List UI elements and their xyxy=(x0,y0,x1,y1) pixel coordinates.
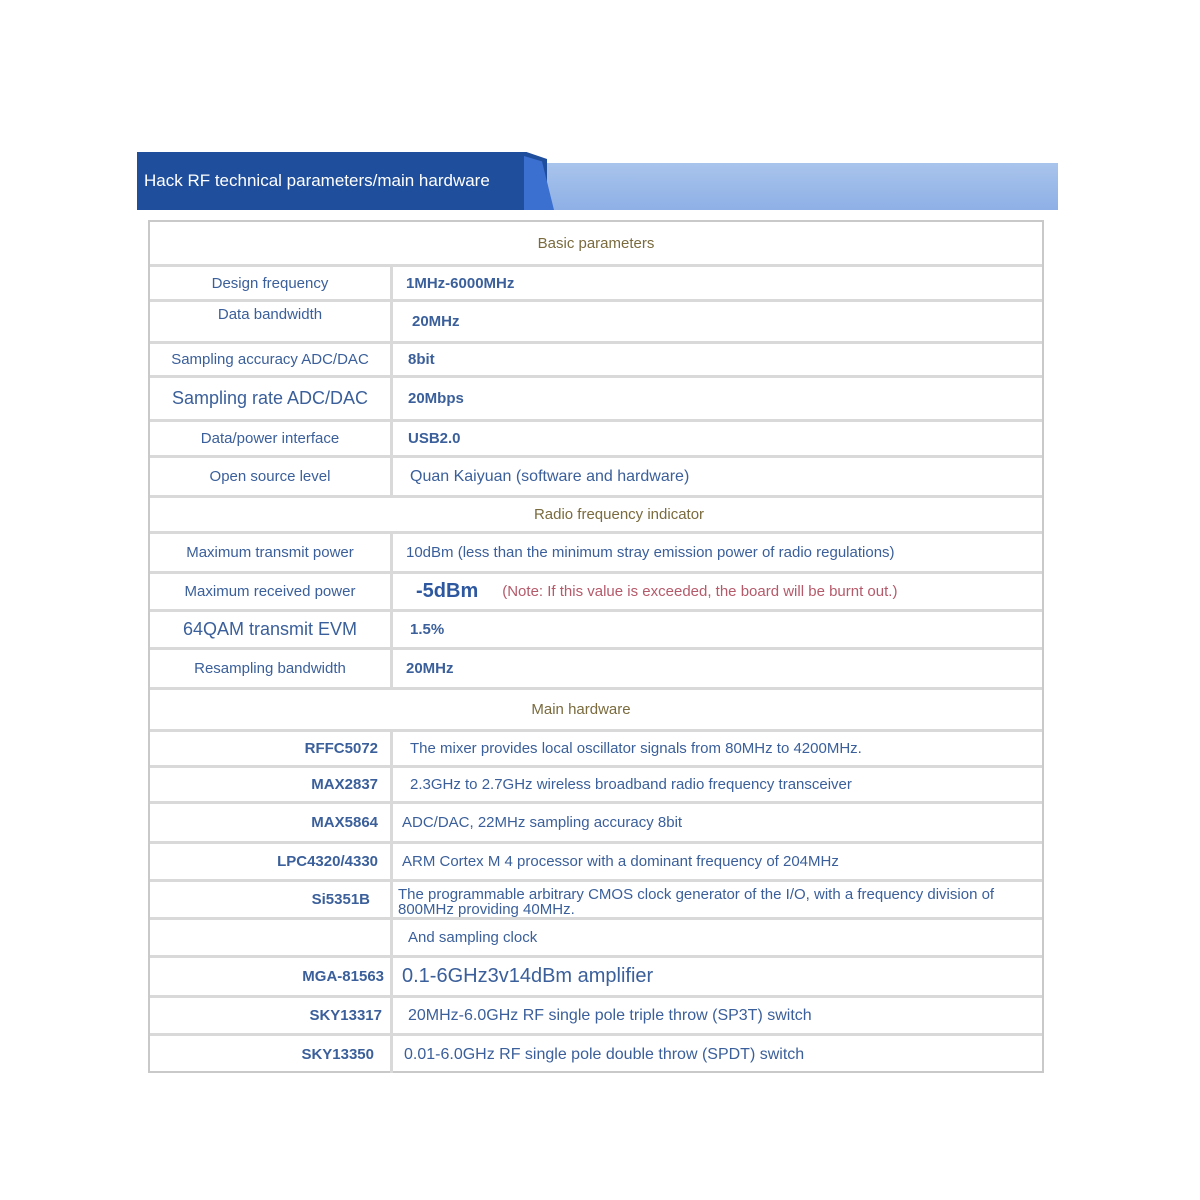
table-row xyxy=(150,1036,1042,1073)
part-number: MAX5864 xyxy=(150,804,393,841)
page-title: Hack RF technical parameters/main hardware xyxy=(144,171,490,190)
part-number: LPC4320/4330 xyxy=(150,844,393,879)
row-value: 8bit xyxy=(408,351,435,368)
table-row xyxy=(150,920,1042,958)
row-label: 64QAM transmit EVM xyxy=(150,612,393,647)
table-row xyxy=(150,998,1042,1036)
part-description: The mixer provides local oscillator signals from 80MHz to 4200MHz. xyxy=(410,740,862,757)
row-value: 20MHz xyxy=(412,313,460,330)
table-row xyxy=(150,534,1042,574)
row-value: 1MHz-6000MHz xyxy=(406,274,515,292)
row-label: Data bandwidth xyxy=(150,302,393,341)
row-label: Sampling accuracy ADC/DAC xyxy=(150,344,393,375)
table-row xyxy=(150,768,1042,804)
row-label: Data/power interface xyxy=(150,422,393,455)
part-description: 0.01-6.0GHz RF single pole double throw (SPDT) switch xyxy=(404,1045,805,1063)
row-value: 10dBm (less than the minimum stray emission power of radio regulations) xyxy=(406,544,895,561)
table-row xyxy=(150,422,1042,458)
table-row xyxy=(150,844,1042,882)
row-value-group xyxy=(396,574,1042,609)
row-value: Quan Kaiyuan (software and hardware) xyxy=(410,467,690,485)
table-row xyxy=(150,958,1042,998)
section-rf-indicator: Radio frequency indicator xyxy=(150,498,1042,534)
header-banner xyxy=(137,152,1058,210)
table-row xyxy=(150,732,1042,768)
row-label: Maximum transmit power xyxy=(150,534,393,571)
row-label: Resampling bandwidth xyxy=(150,650,393,687)
part-description: And sampling clock xyxy=(408,929,538,946)
warning-note: (Note: If this value is exceeded, the board will be burnt out.) xyxy=(502,583,898,600)
row-label: Maximum received power xyxy=(150,574,393,609)
row-value: USB2.0 xyxy=(408,430,461,447)
part-number: MGA-81563 xyxy=(150,958,393,995)
part-description: 2.3GHz to 2.7GHz wireless broadband radio frequency transceiver xyxy=(410,776,852,793)
section-main-hardware: Main hardware xyxy=(150,690,1042,732)
table-row xyxy=(150,612,1042,650)
part-description: The programmable arbitrary CMOS clock generator of the I/O, with a frequency division of 800MHz providing 40MHz. xyxy=(398,886,995,918)
table-row xyxy=(150,882,1042,920)
part-number: RFFC5072 xyxy=(150,732,393,765)
table-row xyxy=(150,804,1042,844)
part-number: SKY13317 xyxy=(150,998,393,1033)
table-row xyxy=(150,378,1042,422)
table-row xyxy=(150,267,1042,302)
part-description: 20MHz-6.0GHz RF single pole triple throw (SP3T) switch xyxy=(408,1006,812,1024)
part-description: 0.1-6GHz3v14dBm amplifier xyxy=(402,965,654,987)
part-number xyxy=(150,920,393,955)
row-value: 20Mbps xyxy=(408,390,464,407)
table-row xyxy=(150,458,1042,498)
row-value: 20MHz xyxy=(406,660,454,677)
row-value: 1.5% xyxy=(410,621,445,638)
table-row xyxy=(150,574,1042,612)
table-row xyxy=(150,344,1042,378)
row-value: -5dBm xyxy=(416,580,479,602)
row-label: Open source level xyxy=(150,458,393,495)
part-description: ADC/DAC, 22MHz sampling accuracy 8bit xyxy=(402,814,683,831)
part-description: ARM Cortex M 4 processor with a dominant frequency of 204MHz xyxy=(402,853,839,870)
row-label: Sampling rate ADC/DAC xyxy=(150,378,393,419)
section-basic-parameters: Basic parameters xyxy=(150,222,1042,267)
part-number: Si5351B xyxy=(150,882,393,917)
table-row xyxy=(150,302,1042,344)
part-number: MAX2837 xyxy=(150,768,393,801)
part-number: SKY13350 xyxy=(150,1036,393,1073)
row-label: Design frequency xyxy=(150,267,393,299)
banner-light-stripe xyxy=(547,163,1058,210)
table-row xyxy=(150,650,1042,690)
